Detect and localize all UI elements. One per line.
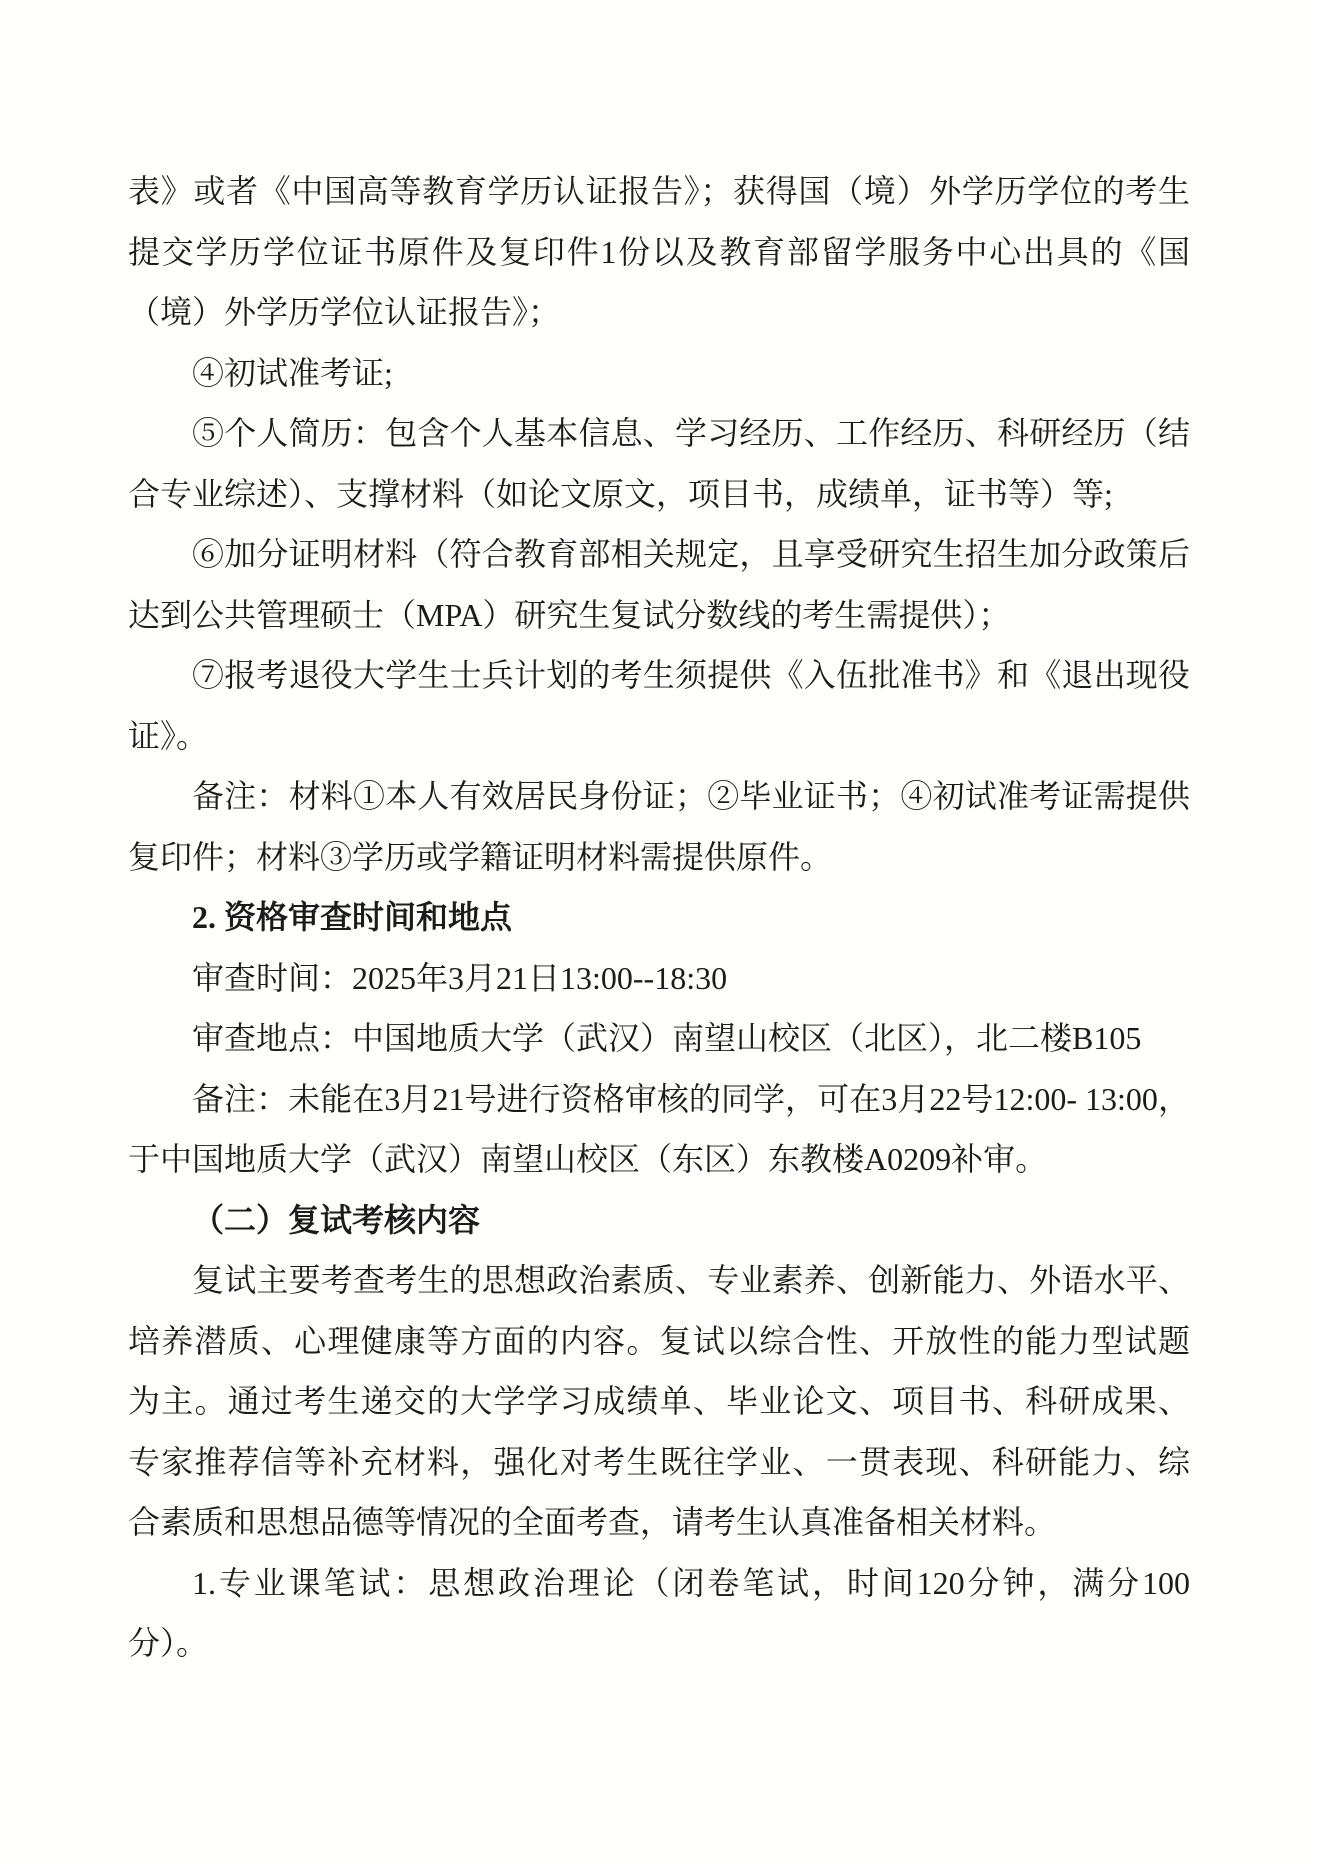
section-heading-review-time-place: 2. 资格审查时间和地点 [192, 899, 513, 935]
written-exam: 1.专业课笔试：思想政治理论（闭卷笔试，时间120分钟，满分100 [192, 1564, 1190, 1601]
text-line: 于中国地质大学（武汉）南望山校区（东区）东教楼A0209补审。 [128, 1141, 1048, 1177]
list-item-5: ⑤个人简历：包含个人基本信息、学习经历、工作经历、科研经历（结 [192, 415, 1190, 451]
text-line: 分）。 [128, 1625, 209, 1661]
text-line: 复印件；材料③学历或学籍证明材料需提供原件。 [128, 838, 833, 875]
text-line: （境）外学历学位认证报告》； [128, 294, 561, 330]
text-line: 复试主要考查考生的思想政治素质、专业素养、创新能力、外语水平、 [192, 1262, 1190, 1298]
text-line: 证》。 [128, 717, 209, 754]
text-line: 合专业综述）、支撑材料（如论文原文，项目书，成绩单，证书等）等; [128, 475, 1113, 512]
review-time: 审查时间：2025年3月21日13:00--18:30 [192, 959, 728, 996]
text-line: 达到公共管理硕士（MPA）研究生复试分数线的考生需提供）； [128, 596, 1011, 633]
text-line: 合素质和思想品德等情况的全面考查，请考生认真准备相关材料。 [128, 1504, 1057, 1540]
text-line: 表》或者《中国高等教育学历认证报告》；获得国（境）外学历学位的考生 [128, 173, 1190, 209]
text-line: 为主。通过考生递交的大学学习成绩单、毕业论文、项目书、科研成果、 [128, 1383, 1190, 1419]
text-line: 培养潜质、心理健康等方面的内容。复试以综合性、开放性的能力型试题 [128, 1322, 1190, 1359]
review-place: 审查地点：中国地质大学（武汉）南望山校区（北区），北二楼B105 [192, 1020, 1142, 1056]
list-item-7: ⑦报考退役大学生士兵计划的考生须提供《入伍批准书》和《退出现役 [192, 657, 1190, 693]
list-item-4: ④初试准考证; [192, 354, 393, 391]
materials-note: 备注：材料①本人有效居民身份证；②毕业证书；④初试准考证需提供 [192, 778, 1190, 814]
review-note: 备注：未能在3月21号进行资格审核的同学，可在3月22号12:00- 13:00， [192, 1080, 1190, 1117]
text-line: 提交学历学位证书原件及复印件1份以及教育部留学服务中心出具的《国 [128, 233, 1190, 270]
list-item-6: ⑥加分证明材料（符合教育部相关规定，且享受研究生招生加分政策后 [192, 536, 1190, 572]
document-content [128, 161, 1190, 1674]
text-line: 专家推荐信等补充材料，强化对考生既往学业、一贯表现、科研能力、综 [128, 1443, 1190, 1480]
section-heading-retest-content: （二）复试考核内容 [192, 1201, 481, 1238]
